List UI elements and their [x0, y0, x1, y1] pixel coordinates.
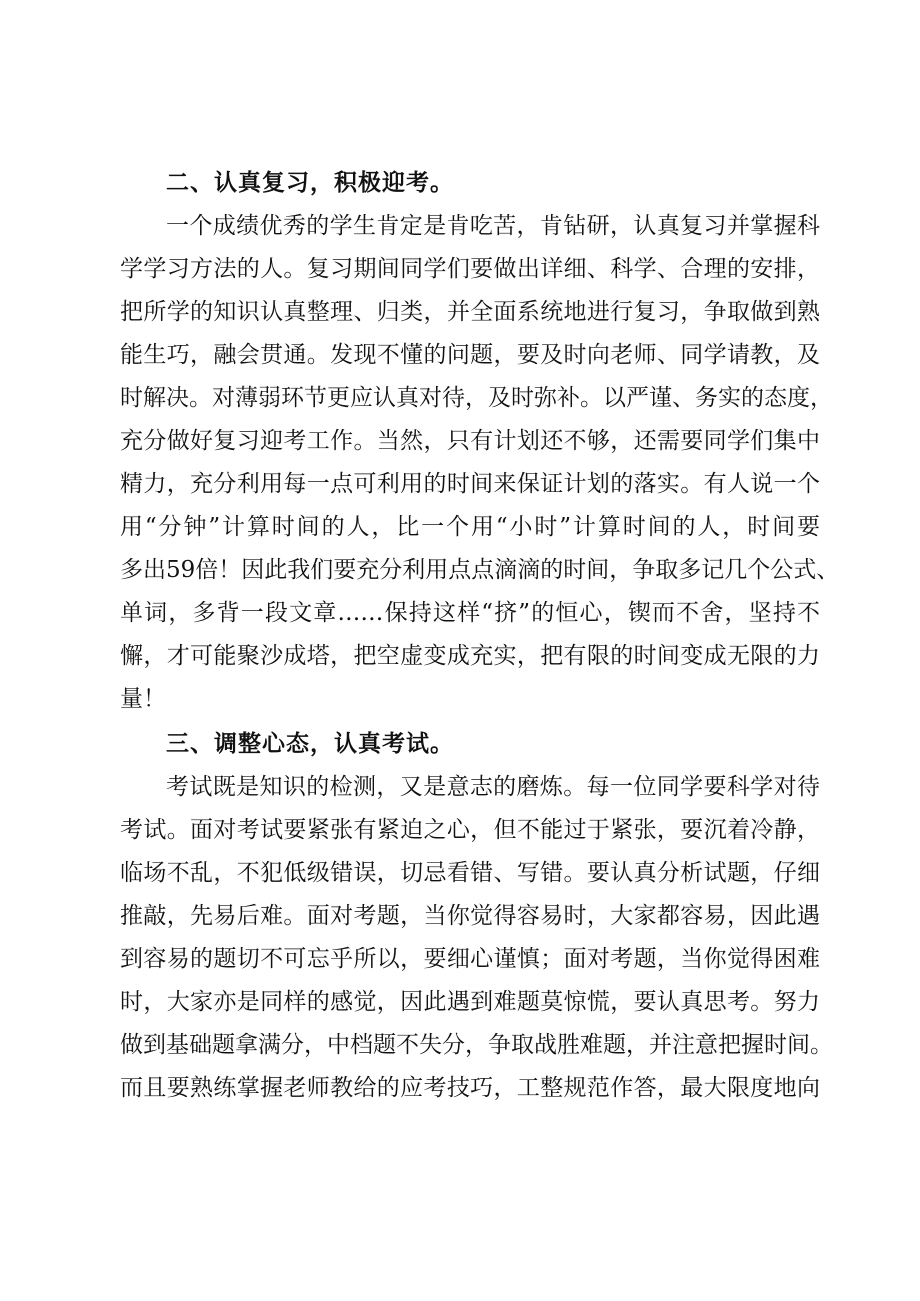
section-3-heading: 三、调整心态，认真考试。: [166, 731, 454, 757]
section-2-line: 多出59倍！因此我们要充分利用点点滴滴的时间，争取多记几个公式、: [120, 557, 840, 583]
section-3-line: 时，大家亦是同样的感觉，因此遇到难题莫惊慌，要认真思考。努力: [120, 989, 820, 1015]
section-2-line: 用“分钟”计算时间的人，比一个用“小时”计算时间的人，时间要: [120, 514, 820, 540]
section-2-line: 量！: [120, 686, 166, 712]
section-3-line: 考试。面对考试要紧张有紧迫之心，但不能过于紧张，要沉着冷静，: [120, 817, 820, 843]
section-2-line: 充分做好复习迎考工作。当然，只有计划还不够，还需要同学们集中: [120, 428, 820, 454]
section-2-line: 时解决。对薄弱环节更应认真对待，及时弥补。以严谨、务实的态度，: [120, 385, 833, 411]
section-3-line: 做到基础题拿满分，中档题不失分，争取战胜难题，并注意把握时间。: [120, 1032, 833, 1058]
section-2-heading: 二、认真复习，积极迎考。: [166, 170, 454, 196]
section-2-line: 单词，多背一段文章……保持这样“挤”的恒心，锲而不舍，坚持不: [120, 600, 820, 626]
section-3-line: 到容易的题切不可忘乎所以，要细心谨慎；面对考题，当你觉得困难: [120, 946, 820, 972]
section-3-line: 而且要熟练掌握老师教给的应考技巧，工整规范作答，最大限度地向: [120, 1075, 820, 1101]
section-3-line: 临场不乱，不犯低级错误，切忌看错、写错。要认真分析试题，仔细: [120, 860, 820, 886]
section-2-line: 把所学的知识认真整理、归类，并全面系统地进行复习，争取做到熟: [120, 299, 820, 325]
section-2-line: 一个成绩优秀的学生肯定是肯吃苦，肯钻研，认真复习并掌握科: [166, 213, 820, 239]
section-2-line: 能生巧，融会贯通。发现不懂的问题，要及时向老师、同学请教，及: [120, 342, 820, 368]
section-2-line: 精力，充分利用每一点可利用的时间来保证计划的落实。有人说一个: [120, 471, 820, 497]
section-2-line: 懈，才可能聚沙成塔，把空虚变成充实，把有限的时间变成无限的力: [120, 643, 820, 669]
section-3-line: 推敲，先易后难。面对考题，当你觉得容易时，大家都容易，因此遇: [120, 903, 820, 929]
section-2-line: 学学习方法的人。复习期间同学们要做出详细、科学、合理的安排，: [120, 256, 820, 282]
section-3-line: 考试既是知识的检测，又是意志的磨炼。每一位同学要科学对待: [166, 774, 820, 800]
